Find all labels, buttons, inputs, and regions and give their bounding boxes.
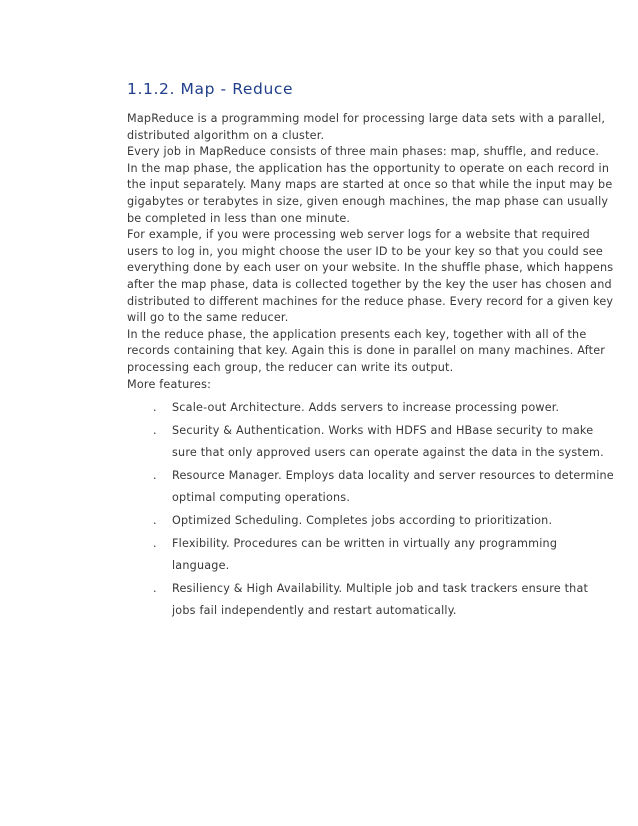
text-line: records containing that key. Again this is done in parallel on many machines. After: [127, 344, 606, 358]
list-item-text: optimal computing operations.: [172, 491, 351, 505]
bullet-icon: .: [153, 514, 157, 528]
list-item-text: Resource Manager. Employs data locality and server resources to determine: [172, 468, 614, 482]
text-line: For example, if you were processing web server logs for a website that required: [127, 228, 590, 242]
paragraph-map-phase: [127, 161, 613, 227]
section-body: [127, 111, 614, 623]
bullet-icon: .: [153, 468, 157, 482]
paragraph-mapreduce-definition: [127, 111, 606, 144]
text-line: In the map phase, the application has the opportunity to operate on each record in: [127, 161, 610, 175]
text-line: the input separately. Many maps are started at once so that while the input may be: [127, 178, 613, 192]
text-line: distributed algorithm on a cluster.: [127, 128, 325, 142]
list-item-text: sure that only approved users can operate against the data in the system.: [172, 446, 604, 460]
text-line: Every job in MapReduce consists of three main phases: map, shuffle, and reduce.: [127, 145, 600, 159]
text-line: users to log in, you might choose the user ID to be your key so that you could see: [127, 244, 603, 258]
paragraph-more-features: [127, 377, 557, 394]
bullet-icon: .: [153, 423, 157, 437]
features-list: [127, 397, 614, 623]
text-line: In the reduce phase, the application presents each key, together with all of the: [127, 327, 587, 341]
list-item: [127, 397, 560, 420]
section-heading: 1.1.2. Map - Reduce: [127, 80, 294, 98]
text-line: be completed in less than one minute.: [127, 211, 351, 225]
list-item-text: language.: [172, 559, 230, 573]
text-line: after the map phase, data is collected together by the key the user has chosen and: [127, 277, 612, 291]
list-item: [127, 578, 589, 623]
text-line: will go to the same reducer.: [127, 311, 289, 325]
list-item-text: Flexibility. Procedures can be written in virtually any programming: [172, 536, 558, 550]
text-line: More features:: [127, 377, 212, 391]
bullet-icon: .: [153, 401, 157, 415]
text-line: gigabytes or terabytes in size, given enough machines, the map phase can usually: [127, 194, 609, 208]
list-item-text: Resiliency & High Availability. Multiple job and task trackers ensure that: [172, 581, 589, 595]
list-item-text: Optimized Scheduling. Completes jobs according to prioritization.: [172, 514, 553, 528]
bullet-icon: .: [153, 536, 157, 550]
list-item-text: jobs fail independently and restart automatically.: [172, 604, 457, 618]
paragraph-reduce-phase: [127, 327, 606, 377]
bullet-icon: .: [153, 581, 157, 595]
list-item: [127, 465, 614, 510]
list-item: [127, 420, 604, 465]
text-line: MapReduce is a programming model for processing large data sets with a parallel,: [127, 112, 606, 125]
list-item-text: Security & Authentication. Works with HDFS and HBase security to make: [172, 423, 594, 437]
paragraph-shuffle-example: [127, 227, 614, 327]
paragraph-phases: [127, 144, 600, 161]
text-line: processing each group, the reducer can write its output.: [127, 360, 454, 374]
text-line: everything done by each user on your website. In the shuffle phase, which happens: [127, 261, 614, 275]
text-line: distributed to different machines for the reduce phase. Every record for a given key: [127, 294, 614, 308]
list-item-text: Scale-out Architecture. Adds servers to increase processing power.: [172, 401, 560, 415]
list-item: [127, 510, 557, 533]
list-item: [127, 533, 557, 578]
